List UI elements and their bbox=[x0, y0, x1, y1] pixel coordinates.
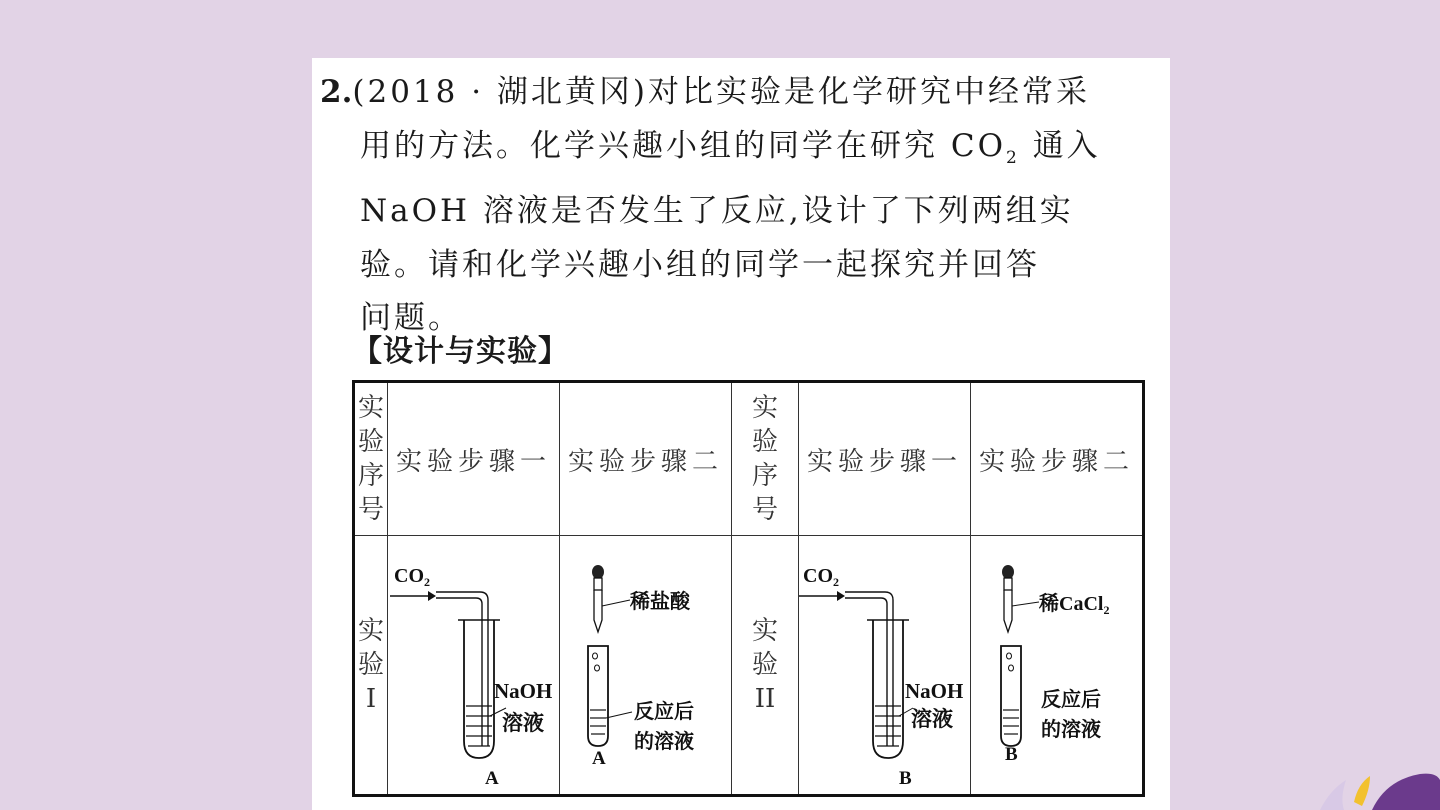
petal-lavender bbox=[1320, 780, 1346, 810]
svg-text:NaOH: NaOH bbox=[494, 679, 553, 703]
svg-text:反应后: 反应后 bbox=[1041, 689, 1101, 711]
co2-naoh-apparatus-a bbox=[388, 536, 559, 794]
svg-text:稀CaCl2: 稀CaCl$_2$ bbox=[1039, 593, 1110, 617]
svg-text:的溶液: 的溶液 bbox=[634, 731, 694, 753]
cacl2-dropper-b bbox=[971, 536, 1142, 794]
header-seq-b: 实 验 序 号 bbox=[732, 382, 799, 536]
header-seq: 实 验 序 号 bbox=[354, 382, 388, 536]
svg-text:NaOH: NaOH bbox=[905, 679, 964, 703]
petal-purple bbox=[1372, 774, 1440, 810]
svg-text:CO2: $CO_2$ bbox=[394, 565, 430, 589]
svg-text:B: B bbox=[899, 768, 912, 789]
question-page bbox=[312, 58, 1170, 810]
question-line-1: 2.(2018 · 湖北黄冈)对比实验是化学研究中经常采 bbox=[320, 74, 1091, 110]
svg-text:溶液: 溶液 bbox=[502, 711, 544, 735]
svg-text:稀盐酸: 稀盐酸 bbox=[630, 591, 690, 613]
question-line-5: 问题。 bbox=[360, 300, 462, 337]
svg-text:A: A bbox=[592, 748, 606, 769]
exp1-step1-figure bbox=[388, 536, 560, 796]
question-line-3: NaOH 溶液是否发生了反应,设计了下列两组实 bbox=[360, 193, 1074, 230]
petal-yellow bbox=[1354, 776, 1370, 806]
exp2-label: 实 验 II bbox=[732, 536, 799, 796]
corner-decoration bbox=[1300, 750, 1440, 810]
question-line-2: 用的方法。化学兴趣小组的同学在研究 $CO_2$ 通入 bbox=[360, 127, 1101, 168]
question-line-4: 验。请和化学兴趣小组的同学一起探究并回答 bbox=[360, 246, 1040, 283]
svg-text:溶液: 溶液 bbox=[911, 707, 953, 731]
svg-text:的溶液: 的溶液 bbox=[1041, 719, 1101, 741]
exp1-label: 实 验 I bbox=[354, 536, 388, 796]
hcl-dropper-a bbox=[560, 536, 731, 794]
header-step1-b: 实验步骤一 bbox=[799, 382, 971, 536]
exp2-step2-figure bbox=[971, 536, 1144, 796]
section-title: 【设计与实验】 bbox=[352, 334, 569, 369]
question-number: 2. bbox=[320, 74, 353, 110]
svg-text:A: A bbox=[485, 768, 499, 789]
exp2-step1-figure bbox=[799, 536, 971, 796]
question-text bbox=[320, 66, 1150, 346]
exp1-step2-figure bbox=[560, 536, 732, 796]
co2-naoh-apparatus-b bbox=[799, 536, 970, 794]
header-step2-b: 实验步骤二 bbox=[971, 382, 1144, 536]
header-step2-a: 实验步骤二 bbox=[560, 382, 732, 536]
experiment-table bbox=[352, 380, 1145, 797]
svg-text:反应后: 反应后 bbox=[634, 701, 694, 723]
question-source: (2018 · 湖北黄冈) bbox=[352, 74, 649, 110]
svg-text:B: B bbox=[1005, 744, 1018, 765]
header-step1-a: 实验步骤一 bbox=[388, 382, 560, 536]
svg-text:CO2: $CO_2$ bbox=[803, 565, 839, 589]
